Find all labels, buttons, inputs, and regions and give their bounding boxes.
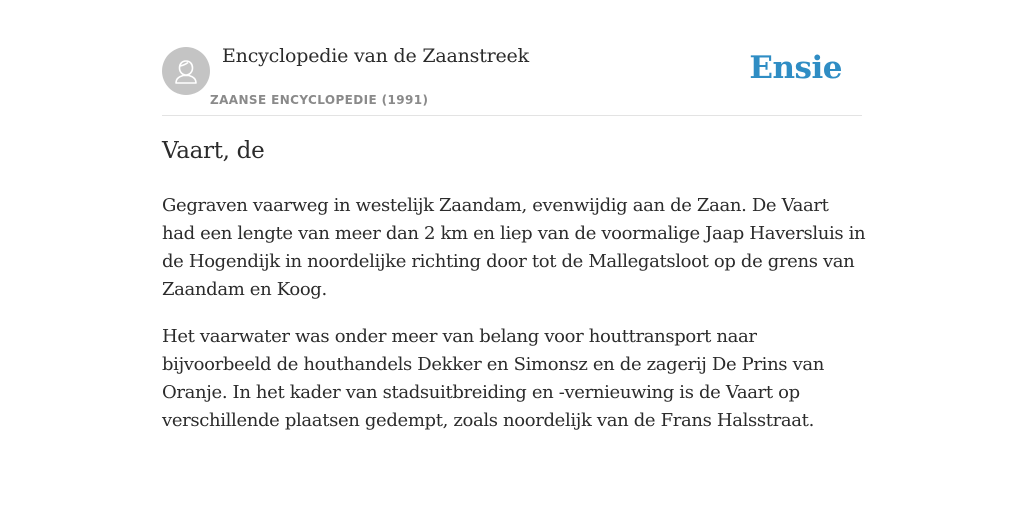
source-header bbox=[162, 40, 862, 116]
entry-body bbox=[162, 192, 866, 454]
entry-paragraph: Het vaarwater was onder meer van belang voor houttransport naar bijvoorbeeld de houthandels Dekker en Simonsz en de zagerij De Prins van Oranje. In het kader van stadsuitbreiding en -vernieuwing is de Vaart op verschillende plaatsen gedempt, zoals noordelijk van de Frans Halsstraat. bbox=[162, 326, 825, 431]
source-title-link[interactable]: Encyclopedie van de Zaanstreek bbox=[222, 45, 529, 67]
entry-title: Vaart, de bbox=[162, 138, 265, 164]
source-subtitle: ZAANSE ENCYCLOPEDIE (1991) bbox=[210, 93, 429, 107]
brand-logo[interactable]: Ensie bbox=[749, 50, 842, 86]
user-placeholder-icon[interactable] bbox=[162, 47, 210, 95]
entry-paragraph: Gegraven vaarweg in westelijk Zaandam, evenwijdig aan de Zaan. De Vaart had een lengte van meer dan 2 km en liep van de voormalige Jaap Haversluis in de Hogendijk in noordelijke richting door tot de Mallegatsloot op de grens van Zaandam en Koog. bbox=[162, 195, 866, 300]
